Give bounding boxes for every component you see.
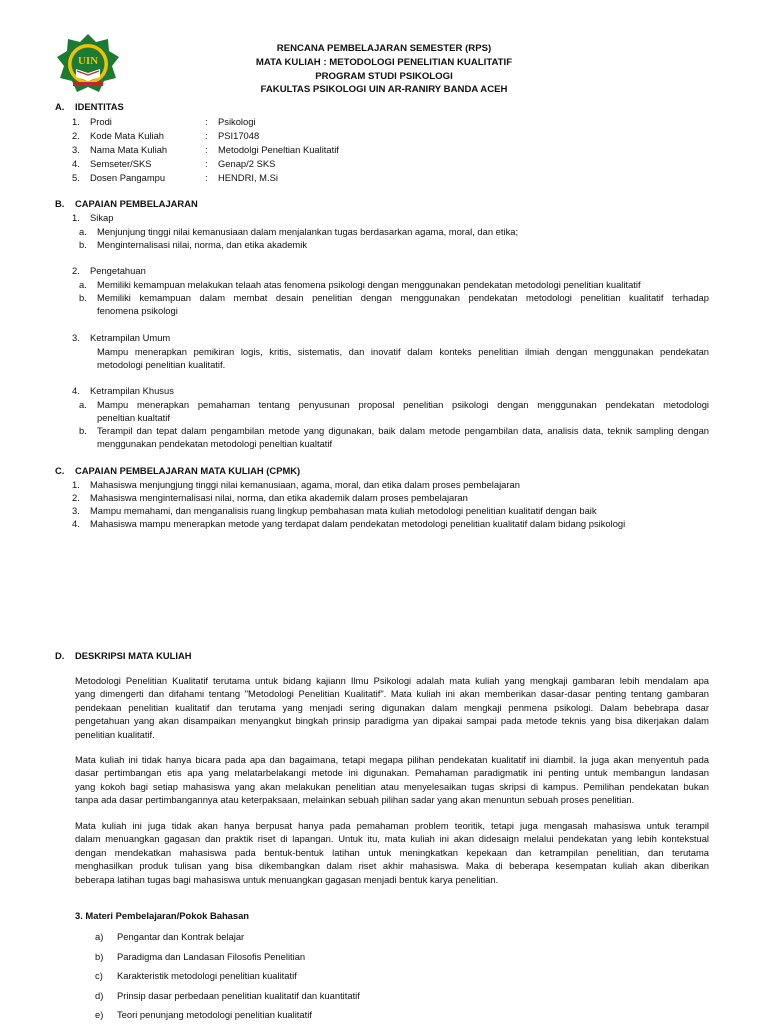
section-capaian-title: B. CAPAIAN PEMBELAJARAN — [55, 198, 198, 209]
header-line-3: PROGRAM STUDI PSIKOLOGI — [315, 70, 453, 82]
cpmk-number: 4. — [72, 518, 80, 529]
section-cpmk-title: C. CAPAIAN PEMBELAJARAN MATA KULIAH (CPMK) — [55, 465, 301, 476]
materi-item: Prinsip dasar perbedaan penelitian kualitatif dan kuantitatif — [117, 990, 360, 1001]
cpmk-item: Mahasiswa menjungjung tinggi nilai kemanusiaan, agama, moral, dan etika dalam proses pembelajaran — [90, 479, 520, 490]
deskripsi-paragraph-3: Mata kuliah ini juga tidak akan hanya berpusat hanya pada pemahaman problem teoritik, tetapi juga mengasah mahasiswa untuk terampil dalam menuangkan gagasan dan praktik riset di lapangan. Untuk itu, mata kuliah ini akan didesaign melalui pendekatan yang lebih kontekstual dengan mendekatkan mahasiswa pada bentuk-bentuk latihan untuk meningkatkan kepekaan dan ketrampilan penelitian, dan terutama menghasilkan produk tulisan yang bisa dikembangkan dalam riset akhir mahasiswa. Maka di beberapa kesempatan kuliah akan diberikan beberapa latihan tugas bagi mahasiswa untuk menuangkan gagasan menjadi bentuk karya penelitian. — [75, 820, 709, 885]
umum-text: Mampu menerapkan pemikiran logis, kritis, sistematis, dan inovatif dalam konteks penelitian ilmiah dengan menggunakan pendekatan — [97, 346, 709, 357]
pengetahuan-item-b: Memiliki kemampuan dalam membat desain penelitian dengan menggunakan pendekatan metodologi penelitian kualitatif terhadap — [97, 292, 709, 303]
list-letter: a. — [79, 226, 87, 237]
materi-letter: d) — [95, 990, 104, 1001]
deskripsi-paragraph-1: Metodologi Penelitian Kualitatif terutama untuk bidang kajiann Ilmu Psikologi adalah mata kuliah yang mengkaji gambaran lebih mendalam apa yang dimengerti dan difahami tentang "Metodologi Penelitian Kualitatif". Mata kuliah ini akan memberikan dasar-dasar penting tentang gambaran pendekaan penelitian kualitatif dan terutama yang menjadi sering digunakan dalam mengkaji penmena psikologi. Dalam bebebrapa dasar pengetahuan yang akan disampaikan menyangkut bingkah prinsip paradigma yan dipakai sampai pada metode teknis yang bisa dikerjakan dalam penelitian kualitatif. — [75, 675, 709, 740]
sikap-number: 1. — [72, 212, 80, 223]
materi-letter: c) — [95, 970, 103, 981]
list-letter: b. — [79, 239, 87, 250]
umum-title: Ketrampilan Umum — [90, 332, 171, 343]
materi-letter: b) — [95, 951, 104, 962]
pengetahuan-number: 2. — [72, 265, 80, 276]
pengetahuan-item-b-cont: fenomena psikologi — [97, 305, 178, 316]
materi-item: Pengantar dan Kontrak belajar — [117, 931, 245, 942]
document-header — [0, 42, 768, 97]
khusus-title: Ketrampilan Khusus — [90, 385, 174, 396]
header-line-1: RENCANA PEMBELAJARAN SEMESTER (RPS) — [276, 43, 492, 54]
khusus-item-a: Mampu menerapkan pemahaman tentang penyusunan proposal penelitian psikologi dengan menggunakan pendekatan metodologi — [97, 399, 709, 410]
logo-text: UIN — [77, 55, 99, 67]
khusus-item-b-cont: menggunakan pendekatan metodologi peneltian kualtatif — [97, 438, 333, 449]
list-letter: b. — [79, 425, 87, 436]
materi-letter: e) — [95, 1009, 104, 1020]
section-identitas-title: A. IDENTITAS — [55, 101, 124, 112]
materi-letter: a) — [95, 931, 104, 942]
cpmk-number: 2. — [72, 492, 80, 503]
umum-text-cont: metodologi penelitian kualitatif. — [97, 359, 226, 370]
cpmk-number: 1. — [72, 479, 80, 490]
materi-title: 3. Materi Pembelajaran/Pokok Bahasan — [75, 910, 250, 921]
khusus-item-a-cont: peneltian kualtatif — [97, 412, 170, 423]
materi-item: Karakteristik metodologi penelitian kualitatif — [117, 970, 297, 981]
deskripsi-paragraph-2: Mata kuliah ini tidak hanya bicara pada apa dan bagaimana, tetapi megapa pilihan pendekatan kualitatif ini diambil. Ia juga akan menyentuh pada dasar pertimbangan etis apa yang melatarbelakangi metode ini digunakan. Pemahaman paradigmatik ini penting untuk membangun landasan yang kokoh bagi setiap mahasiswa yang akan melakukan penelitian atau menyelesaikan tugas skripsi di kampus. Pemilihan pendekatan bukan tanpa ada dasar pertimbangannya atau keterpaksaan, melainkan sebuah pilihan sadar yang akan menuntun sebuah proses penelitian. — [75, 754, 709, 806]
list-letter: a. — [79, 279, 87, 290]
pengetahuan-item-a: Memiliki kemampuan melakukan telaah atas fenomena psikologi dengan menggunakan pendekatan metodologi penelitian kualitatif — [97, 279, 641, 290]
umum-number: 3. — [72, 332, 80, 343]
materi-item: Paradigma dan Landasan Filosofis Penelitian — [117, 951, 306, 962]
header-line-2: MATA KULIAH : METODOLOGI PENELITIAN KUALITATIF — [255, 56, 513, 68]
header-line-4: FAKULTAS PSIKOLOGI UIN AR-RANIRY BANDA ACEH — [260, 84, 508, 96]
cpmk-item: Mahasiswa menginternalisasi nilai, norma, dan etika akademik dalam proses pembelajaran — [90, 492, 468, 503]
sikap-item-b: Menginternalisasi nilai, norma, dan etika akademik — [97, 239, 308, 250]
list-letter: a. — [79, 399, 87, 410]
khusus-item-b: Terampil dan tepat dalam pengambilan metode yang digunakan, baik dalam metode pengambilan data, analisis data, teknik sampling dengan — [97, 425, 709, 436]
list-letter: b. — [79, 292, 87, 303]
cpmk-number: 3. — [72, 505, 80, 516]
khusus-number: 4. — [72, 385, 80, 396]
pengetahuan-title: Pengetahuan — [90, 265, 146, 276]
sikap-title: Sikap — [90, 212, 114, 223]
cpmk-item: Mampu memahami, dan menganalisis ruang lingkup pembahasan mata kuliah metodologi penelitian kualitatif dengan baik — [90, 505, 597, 516]
section-deskripsi-title: D. DESKRIPSI MATA KULIAH — [55, 650, 192, 661]
cpmk-item: Mahasiswa mampu menerapkan metode yang terdapat dalam pendekatan metodologi penelitian kualitatif dalam bidang psikologi — [90, 518, 626, 529]
sikap-item-a: Menjunjung tinggi nilai kemanusiaan dalam menjalankan tugas berdasarkan agama, moral, dan etika; — [97, 226, 519, 237]
materi-item: Teori penunjang metodologi penelitian kualitatif — [117, 1009, 312, 1020]
